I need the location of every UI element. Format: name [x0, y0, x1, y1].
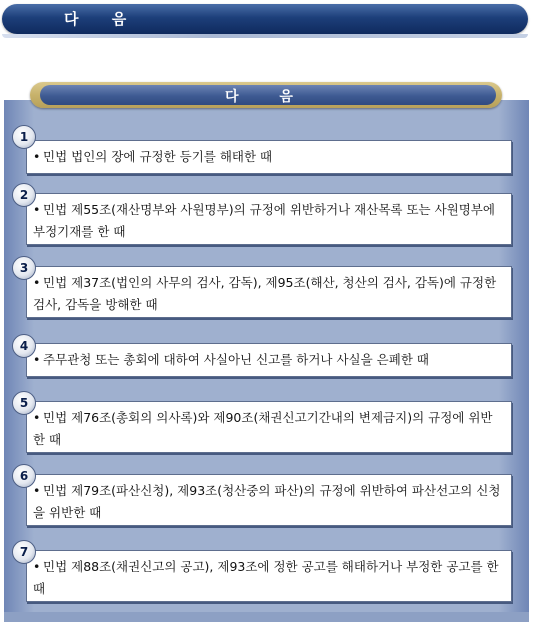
item-text-6: 민법 제79조(파산신청), 제93조(청산중의 파산)의 규정에 위반하여 파산선고의 신청을 위반한 때 [33, 483, 501, 520]
panel-bottom-edge [4, 612, 529, 622]
list-item-5 [26, 401, 512, 453]
list-item-4 [26, 343, 512, 377]
list-item-7 [26, 550, 512, 602]
number-badge-6: 6 [12, 464, 36, 488]
bullet-icon: • [33, 149, 41, 164]
list-item-1 [26, 140, 512, 174]
item-text-1: 민법 법인의 장에 규정한 등기를 해태한 때 [43, 149, 273, 164]
bullet-icon: • [33, 483, 41, 498]
item-text-3: 민법 제37조(법인의 사무의 검사, 감독), 제95조(해산, 청산의 검사, 감독)에 규정한 검사, 감독을 방해한 때 [33, 275, 497, 312]
bullet-icon: • [33, 410, 41, 425]
section-title: 다 음 [225, 89, 311, 105]
bullet-icon: • [33, 559, 41, 574]
number-badge-7: 7 [12, 540, 36, 564]
item-text-7: 민법 제88조(채권신고의 공고), 제93조에 정한 공고를 해태하거나 부정한 공고를 한 때 [33, 559, 499, 596]
bullet-icon: • [33, 202, 41, 217]
number-badge-1: 1 [12, 125, 36, 149]
bullet-icon: • [33, 275, 41, 290]
list-item-3 [26, 266, 512, 318]
number-badge-5: 5 [12, 391, 36, 415]
list-item-6 [26, 474, 512, 526]
number-badge-3: 3 [12, 256, 36, 280]
header-title: 다 음 [64, 10, 141, 28]
header-bar [0, 0, 533, 40]
item-text-2: 민법 제55조(재산명부와 사원명부)의 규정에 위반하거나 재산목록 또는 사원명부에 부정기재를 한 때 [33, 202, 495, 239]
item-text-4: 주무관청 또는 총회에 대하여 사실아닌 신고를 하거나 사실을 은폐한 때 [43, 352, 429, 367]
bullet-icon: • [33, 352, 41, 367]
number-badge-2: 2 [12, 183, 36, 207]
number-badge-4: 4 [12, 334, 36, 358]
item-text-5: 민법 제76조(총회의 의사록)와 제90조(채권신고기간내의 변제금지)의 규정에 위반한 때 [33, 410, 493, 447]
list-item-2 [26, 193, 512, 245]
